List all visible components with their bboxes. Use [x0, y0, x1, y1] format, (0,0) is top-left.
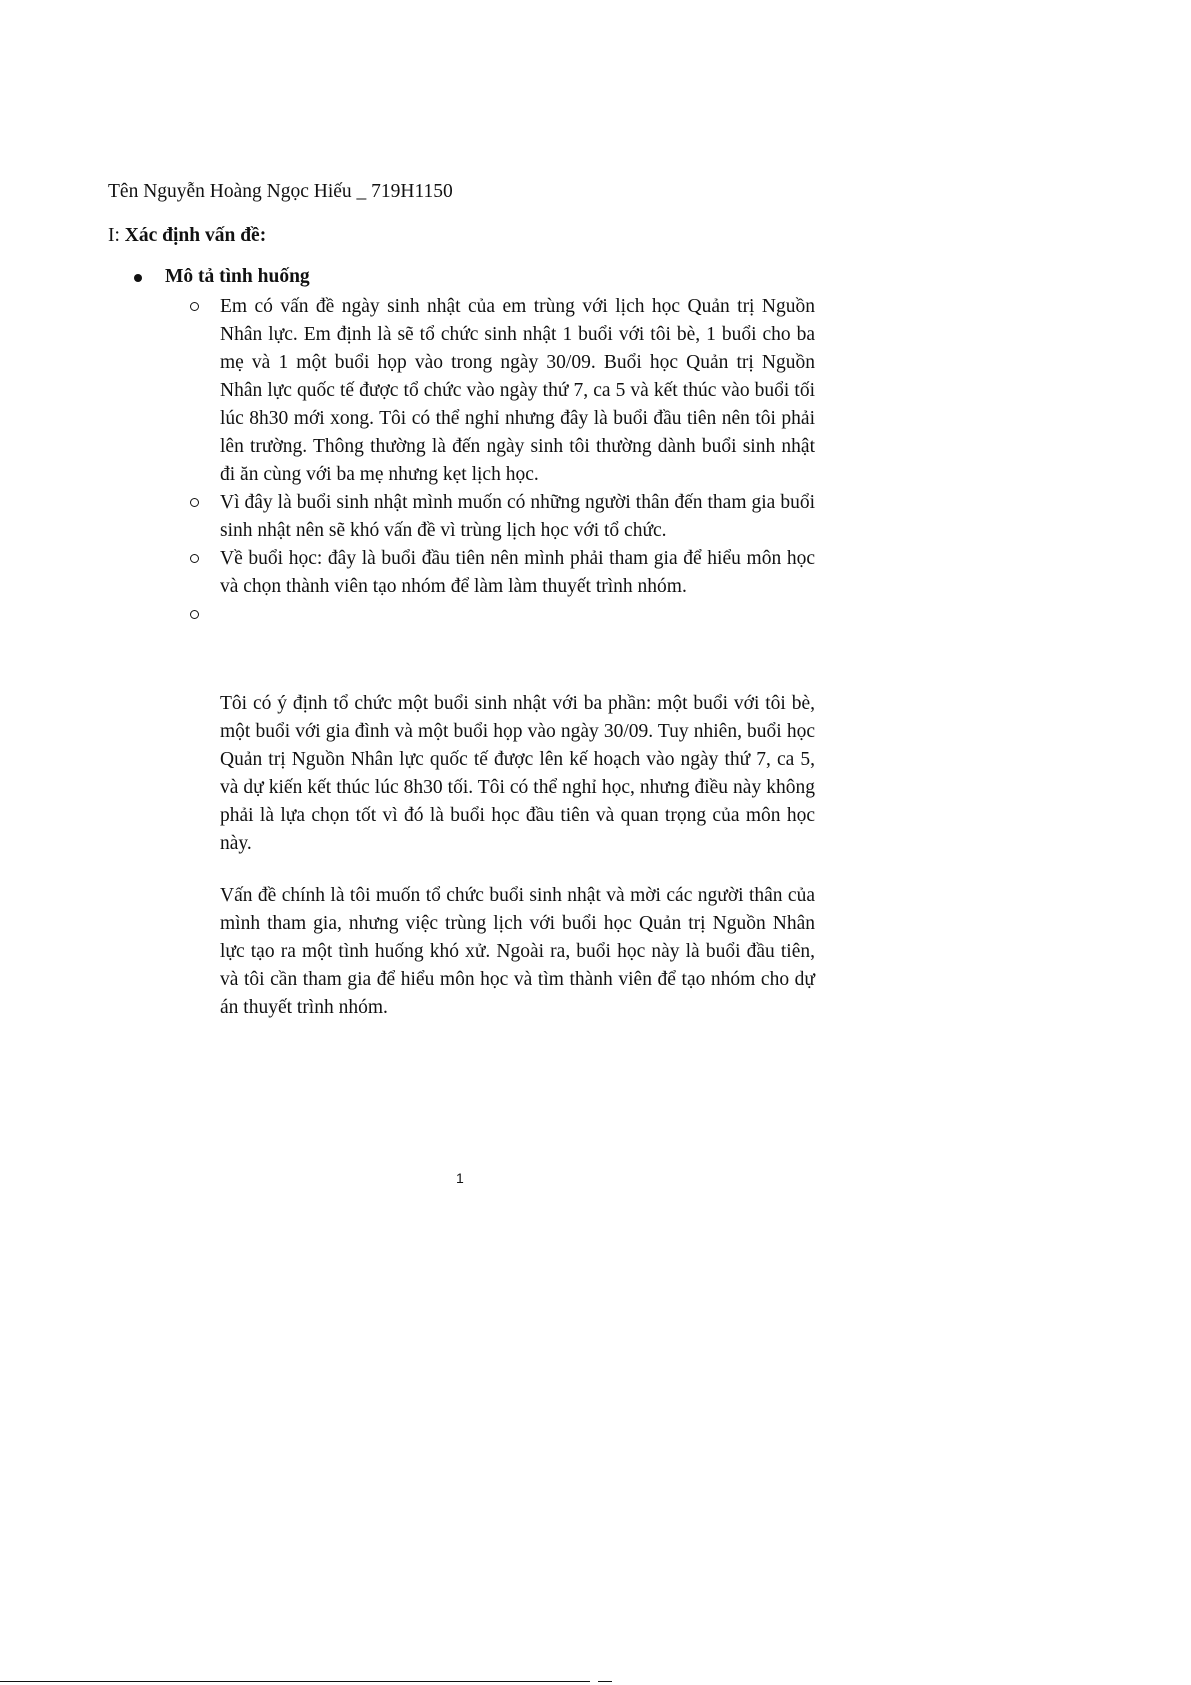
page-number: 1 — [456, 1170, 464, 1186]
sub-list — [190, 293, 815, 629]
sub-item-text: Vì đây là buổi sinh nhật mình muốn có những người thân đến tham gia buổi sinh nhật nên sẽ khó vấn đề vì trùng lịch học với tổ chức. — [220, 492, 815, 541]
bottom-divider — [0, 1681, 590, 1682]
sub-item-text — [220, 601, 815, 629]
hollow-circle-bullet-icon — [190, 302, 199, 311]
sub-item-text: Về buổi học: đây là buổi đầu tiên nên mình phải tham gia để hiểu môn học và chọn thành viên tạo nhóm để làm làm thuyết trình nhóm. — [220, 548, 815, 597]
body-paragraph: Tôi có ý định tổ chức một buổi sinh nhật với ba phần: một buổi với tôi bè, một buổi với gia đình và một buổi họp vào ngày 30/09. Tuy nhiên, buổi học Quản trị Nguồn Nhân lực quốc tế được lên kế hoạch vào ngày thứ 7, ca 5, và dự kiến kết thúc lúc 8h30 tối. Tôi có thể nghỉ học, nhưng điều này không phải là lựa chọn tốt vì đó là buổi học đầu tiên và quan trọng của môn học này. — [220, 693, 815, 854]
sub-item — [190, 545, 815, 601]
hollow-circle-bullet-icon — [190, 610, 199, 619]
sub-item — [190, 489, 815, 545]
section-title: Xác định vấn đề: — [124, 225, 267, 246]
sub-item-text: Em có vấn đề ngày sinh nhật của em trùng với lịch học Quản trị Nguồn Nhân lực. Em định là sẽ tổ chức sinh nhật 1 buổi với tôi bè, 1 buổi cho ba mẹ và 1 một buổi họp vào trong ngày 30/09. Buổi học Quản trị Nguồn Nhân lực quốc tế được tổ chức vào ngày thứ 7, ca 5 và kết thúc vào buổi tối lúc 8h30 mới xong. Tôi có thể nghỉ nhưng đây là buổi đầu tiên nên tôi phải lên trường. Thông thường là đến ngày sinh tôi thường dành buổi sinh nhật đi ăn cùng với ba mẹ nhưng kẹt lịch học. — [220, 296, 815, 485]
section-heading — [108, 224, 266, 248]
author-line: Tên Nguyễn Hoàng Ngọc Hiếu _ 719H1150 — [108, 181, 453, 202]
body-paragraph: Vấn đề chính là tôi muốn tổ chức buổi sinh nhật và mời các người thân của mình tham gia, nhưng việc trùng lịch với buổi học Quản trị Nguồn Nhân lực tạo ra một tình huống khó xử. Ngoài ra, buổi học này là buổi đầu tiên, và tôi cần tham gia để hiểu môn học và tìm thành viên để tạo nhóm cho dự án thuyết trình nhóm. — [220, 885, 815, 1018]
bullet-title: Mô tả tình huống — [165, 266, 310, 287]
hollow-circle-bullet-icon — [190, 554, 199, 563]
bottom-divider-segment — [598, 1681, 612, 1682]
filled-bullet-icon — [134, 274, 142, 282]
sub-item-empty — [190, 601, 815, 629]
section-number: I: — [108, 225, 120, 246]
sub-item — [190, 293, 815, 489]
hollow-circle-bullet-icon — [190, 498, 199, 507]
